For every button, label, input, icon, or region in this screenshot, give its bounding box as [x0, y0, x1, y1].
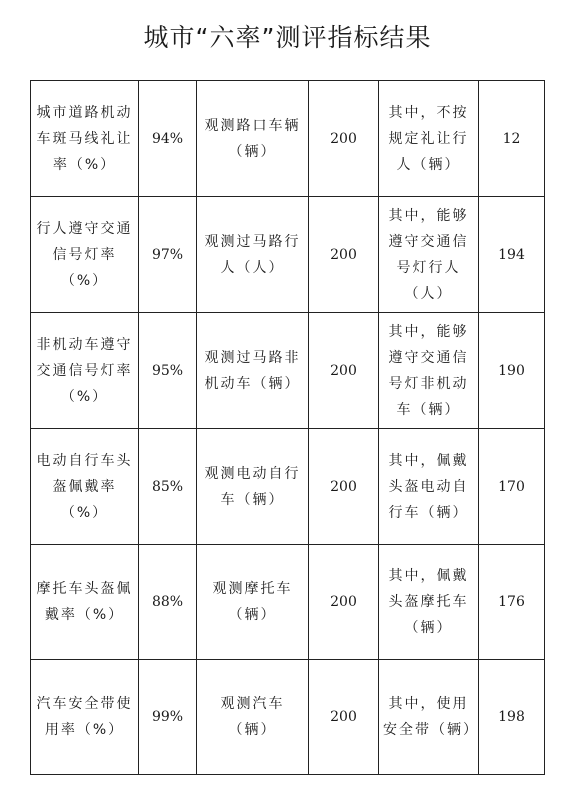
sub-label-cell	[379, 197, 479, 313]
observed-label-cell	[197, 429, 309, 545]
sub-count-text: 12	[502, 130, 521, 147]
indicator-text: 行人遵守交通信号灯率（%）	[36, 220, 133, 289]
sub-count-cell	[479, 545, 545, 660]
observed-count-text: 200	[330, 594, 357, 610]
observed-count-text: 200	[330, 478, 357, 495]
sub-count-text: 176	[498, 594, 525, 610]
sub-label-text: 其中，佩戴头盔电动自行车（辆）	[388, 452, 469, 521]
indicator-cell	[31, 545, 139, 660]
rate-cell	[139, 429, 197, 545]
observed-count-text: 200	[330, 709, 357, 725]
indicator-text: 摩托车头盔佩戴率（%）	[36, 581, 133, 623]
sub-label-cell	[379, 429, 479, 545]
sub-count-text: 170	[498, 478, 525, 495]
sub-label-text: 其中，能够遵守交通信号灯非机动车（辆）	[388, 323, 469, 418]
observed-label-text: 观测过马路行人（人）	[204, 233, 301, 276]
sub-label-text: 其中，使用安全带（辆）	[383, 696, 479, 738]
sub-count-text: 194	[498, 246, 525, 263]
indicator-text: 电动自行车头盔佩戴率（%）	[36, 452, 133, 521]
observed-count-cell	[309, 429, 379, 545]
rate-text: 88%	[151, 594, 184, 610]
rate-cell	[139, 660, 197, 775]
sub-label-cell	[379, 545, 479, 660]
table-row	[31, 197, 545, 313]
table-row	[31, 313, 545, 429]
page-title: 城市“六率”测评指标结果	[143, 23, 432, 52]
rate-cell	[139, 81, 197, 197]
sub-count-cell	[479, 81, 545, 197]
sub-count-cell	[479, 429, 545, 545]
rate-cell	[139, 545, 197, 660]
sub-label-text: 其中，不按规定礼让行人（辆）	[388, 104, 469, 173]
observed-label-text: 观测路口车辆（辆）	[204, 117, 301, 160]
indicator-cell	[31, 429, 139, 545]
observed-label-cell	[197, 660, 309, 775]
sub-label-cell	[379, 313, 479, 429]
observed-count-cell	[309, 197, 379, 313]
rate-cell	[139, 197, 197, 313]
observed-count-text: 200	[330, 130, 357, 147]
observed-count-cell	[309, 545, 379, 660]
sub-label-text: 其中，能够遵守交通信号灯行人（人）	[388, 207, 469, 302]
sub-count-cell	[479, 197, 545, 313]
table-row	[31, 81, 545, 197]
table-row	[31, 660, 545, 775]
sub-count-text: 198	[498, 709, 525, 725]
observed-label-text: 观测汽车（辆）	[220, 696, 285, 738]
rate-text: 95%	[151, 362, 184, 379]
observed-label-cell	[197, 81, 309, 197]
indicator-text: 城市道路机动车斑马线礼让率（%）	[36, 104, 133, 173]
sub-label-cell	[379, 81, 479, 197]
indicator-text: 汽车安全带使用率（%）	[36, 696, 133, 738]
indicator-cell	[31, 660, 139, 775]
observed-label-text: 观测电动自行车（辆）	[204, 465, 301, 508]
observed-count-text: 200	[330, 246, 357, 263]
table-row	[31, 545, 545, 660]
observed-label-cell	[197, 545, 309, 660]
rate-text: 97%	[151, 246, 184, 263]
rate-text: 94%	[151, 130, 184, 147]
indicator-text: 非机动车遵守交通信号灯率（%）	[36, 336, 133, 405]
observed-label-text: 观测摩托车（辆）	[212, 581, 293, 623]
indicator-cell	[31, 197, 139, 313]
observed-count-cell	[309, 313, 379, 429]
rate-text: 99%	[151, 709, 184, 725]
table-row	[31, 429, 545, 545]
observed-label-cell	[197, 197, 309, 313]
sub-label-cell	[379, 660, 479, 775]
sub-label-text: 其中，佩戴头盔摩托车（辆）	[388, 568, 469, 636]
observed-count-cell	[309, 660, 379, 775]
observed-count-text: 200	[330, 362, 357, 379]
indicator-cell	[31, 313, 139, 429]
observed-label-cell	[197, 313, 309, 429]
rate-cell	[139, 313, 197, 429]
sub-count-text: 190	[498, 362, 525, 379]
sub-count-cell	[479, 660, 545, 775]
rate-text: 85%	[151, 478, 184, 495]
results-table	[30, 80, 545, 775]
indicator-cell	[31, 81, 139, 197]
observed-count-cell	[309, 81, 379, 197]
sub-count-cell	[479, 313, 545, 429]
observed-label-text: 观测过马路非机动车（辆）	[204, 349, 301, 392]
